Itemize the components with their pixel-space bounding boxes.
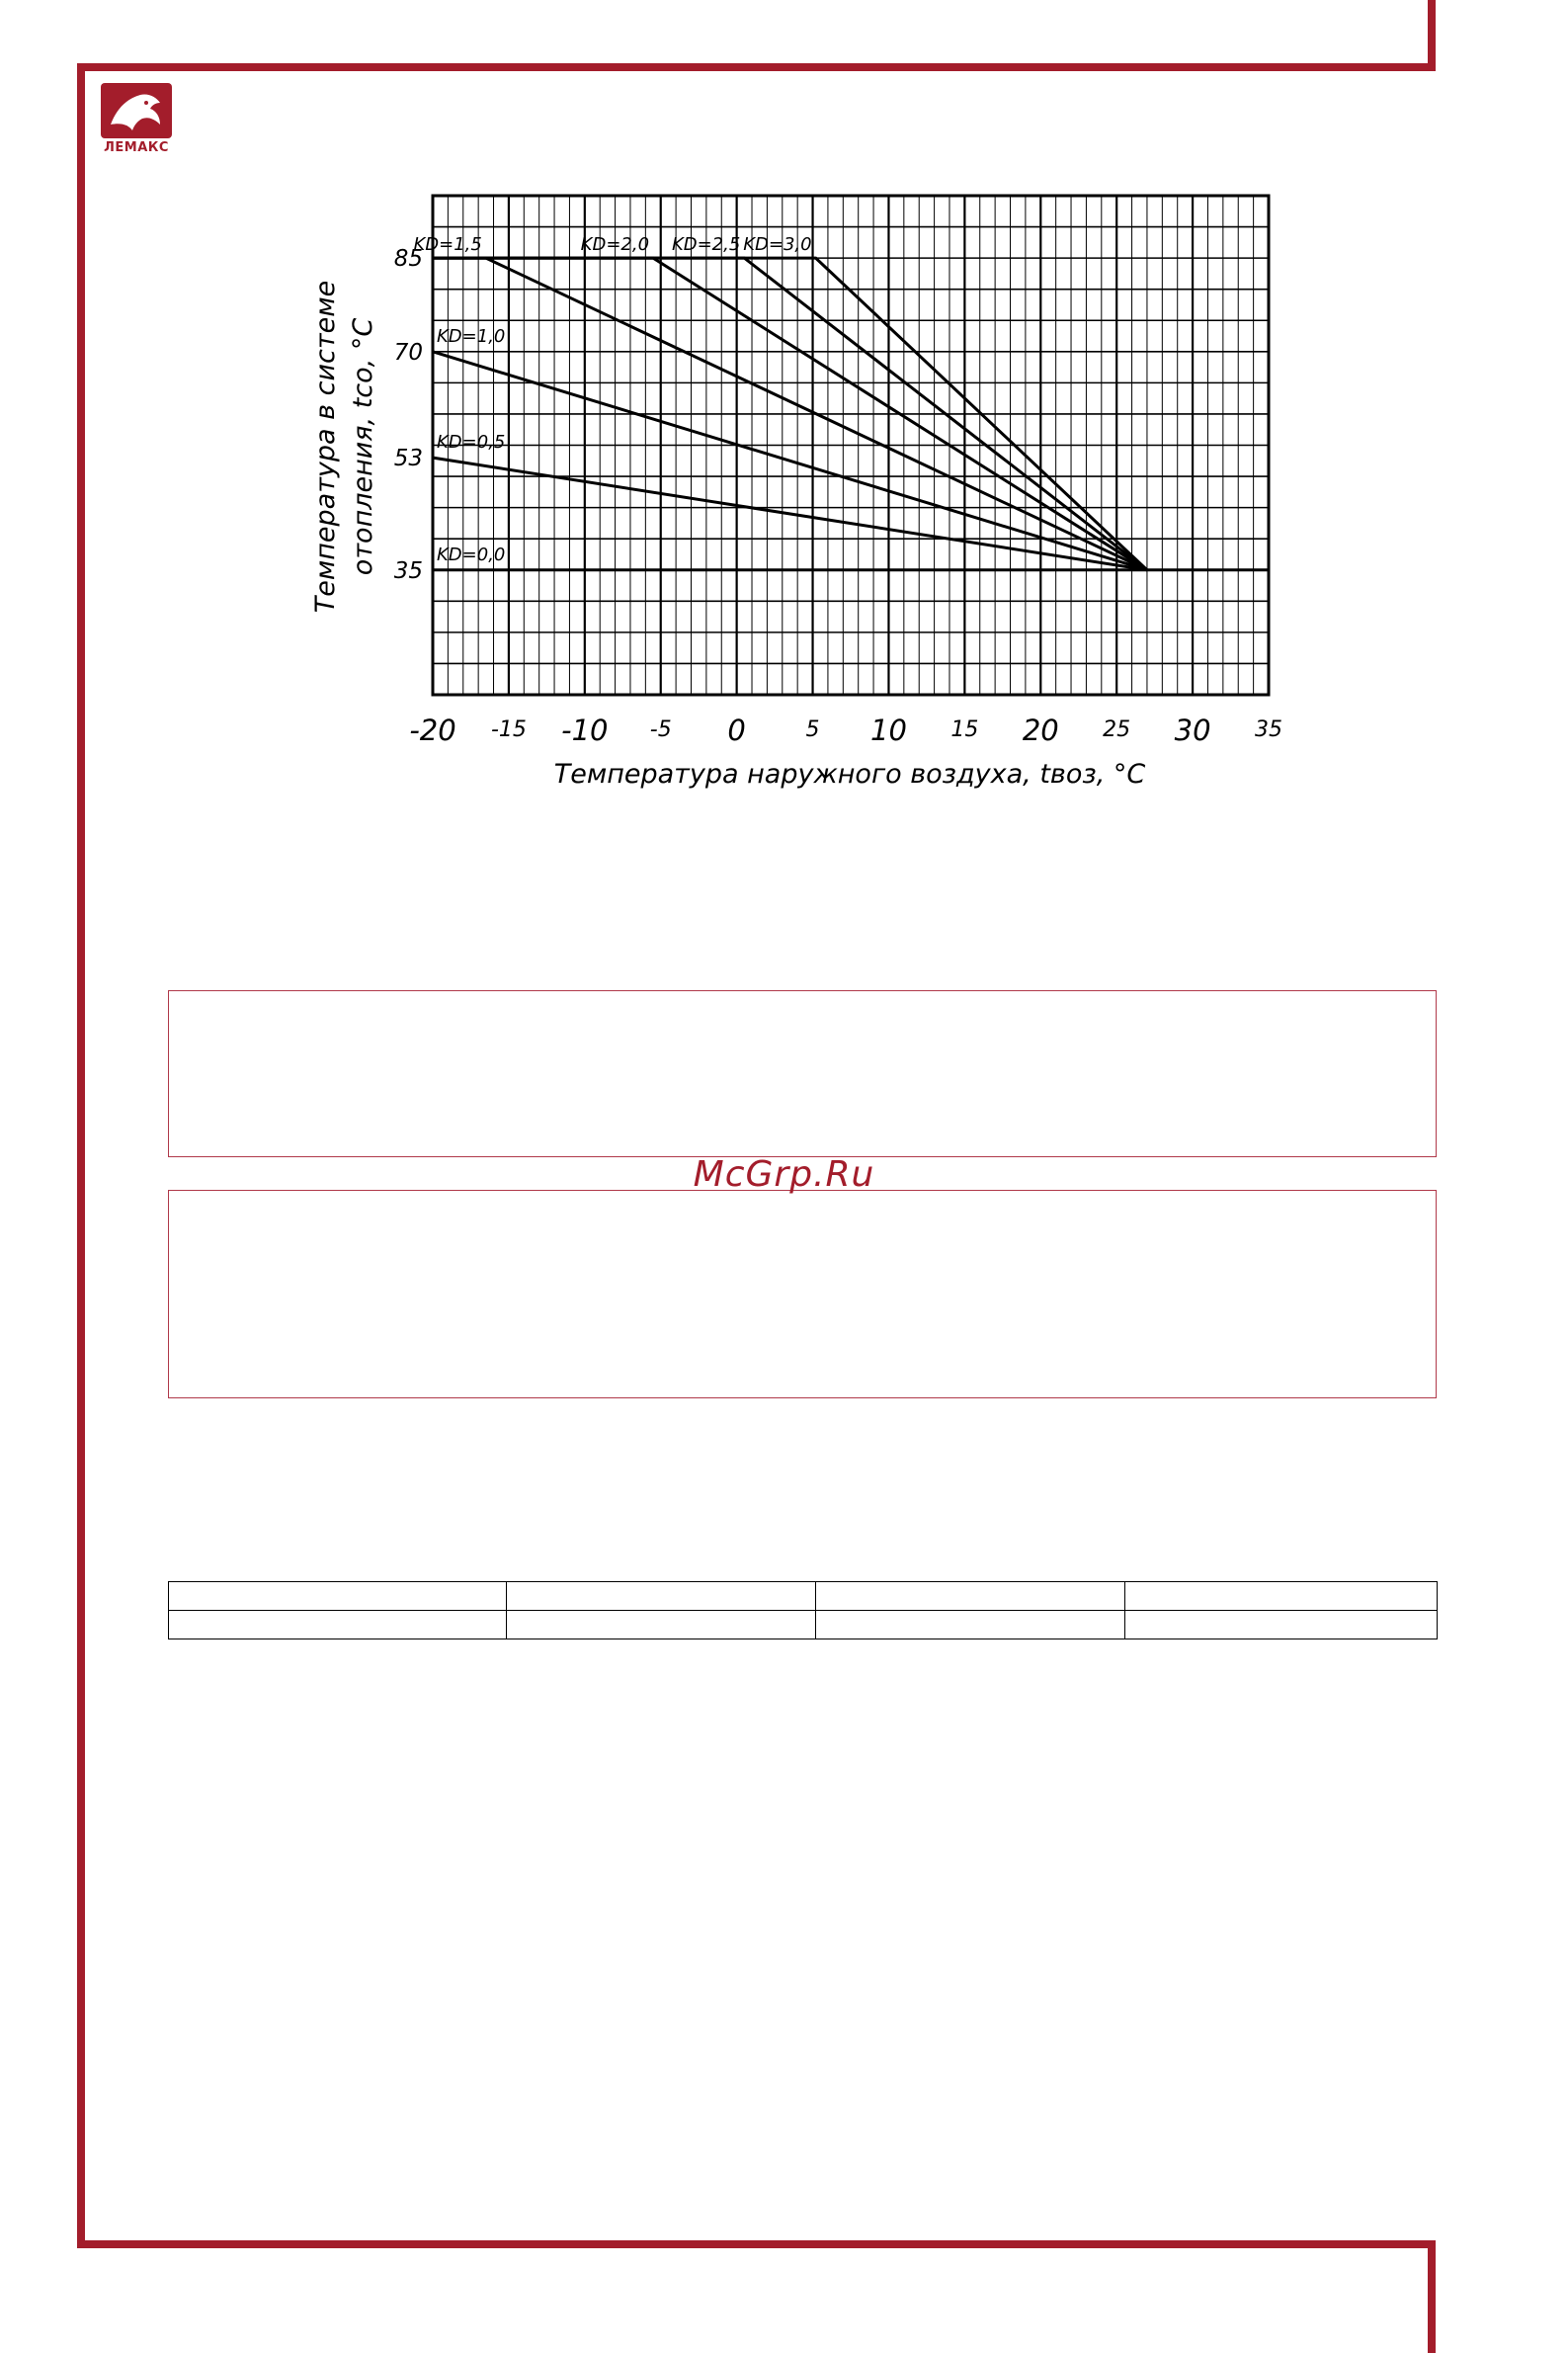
x-tick-label: -15 bbox=[490, 717, 527, 742]
x-tick-label: -5 bbox=[649, 717, 672, 742]
chart-x-ticks bbox=[409, 714, 1282, 747]
chart-major-grid bbox=[433, 196, 1269, 695]
table-cell bbox=[1125, 1582, 1438, 1611]
y-tick-label: 85 bbox=[393, 246, 423, 273]
x-tick-label: 35 bbox=[1255, 717, 1282, 742]
series-label-2: KD=1,0 bbox=[437, 325, 506, 347]
x-tick-label: 25 bbox=[1103, 717, 1131, 742]
table-cell bbox=[507, 1611, 816, 1639]
logo-text: ЛЕМАКС bbox=[104, 140, 169, 155]
x-tick-label: 5 bbox=[805, 717, 820, 742]
table-cell bbox=[169, 1611, 507, 1639]
table-cell bbox=[816, 1582, 1125, 1611]
frame-bottom-line bbox=[77, 2240, 1436, 2248]
x-tick-label: 20 bbox=[1022, 714, 1059, 747]
chart-y-ticks bbox=[394, 246, 423, 584]
x-tick-label: -20 bbox=[409, 714, 456, 747]
table-cell bbox=[816, 1611, 1125, 1639]
x-tick-label: 15 bbox=[950, 717, 979, 742]
y-tick-label: 35 bbox=[393, 557, 423, 584]
info-box-1 bbox=[168, 990, 1437, 1157]
x-tick-label: 0 bbox=[727, 714, 746, 747]
data-table bbox=[168, 1581, 1438, 1639]
watermark-text: McGrp.Ru bbox=[693, 1154, 875, 1195]
x-tick-label: 10 bbox=[870, 714, 907, 747]
y-tick-label: 70 bbox=[393, 339, 423, 366]
series-label-0: KD=0,0 bbox=[437, 544, 506, 565]
x-tick-label: 30 bbox=[1174, 714, 1211, 747]
table-cell bbox=[169, 1582, 507, 1611]
chart-x-axis-label: Температура наружного воздуха, tвоз, °C bbox=[553, 759, 1146, 790]
chart-y-axis-label-line2: отопления, tсо, °C bbox=[348, 317, 378, 576]
info-box-2 bbox=[168, 1190, 1437, 1398]
series-label-4: KD=2,0 bbox=[580, 234, 650, 256]
table-row bbox=[169, 1582, 1438, 1611]
y-tick-label: 53 bbox=[393, 446, 423, 472]
table-cell bbox=[1125, 1611, 1438, 1639]
table-cell bbox=[507, 1582, 816, 1611]
series-label-6: KD=3,0 bbox=[743, 234, 812, 256]
chart-y-axis-label-line1: Температура в системе bbox=[310, 280, 341, 614]
series-label-5: KD=2,5 bbox=[671, 234, 741, 256]
series-label-1: KD=0,5 bbox=[437, 432, 506, 454]
frame-right-bottom-line bbox=[1428, 2240, 1436, 2353]
table-row bbox=[169, 1611, 1438, 1639]
x-tick-label: -10 bbox=[561, 714, 609, 747]
heating-curve-chart bbox=[0, 0, 1568, 810]
series-label-3: KD=1,5 bbox=[413, 234, 482, 256]
